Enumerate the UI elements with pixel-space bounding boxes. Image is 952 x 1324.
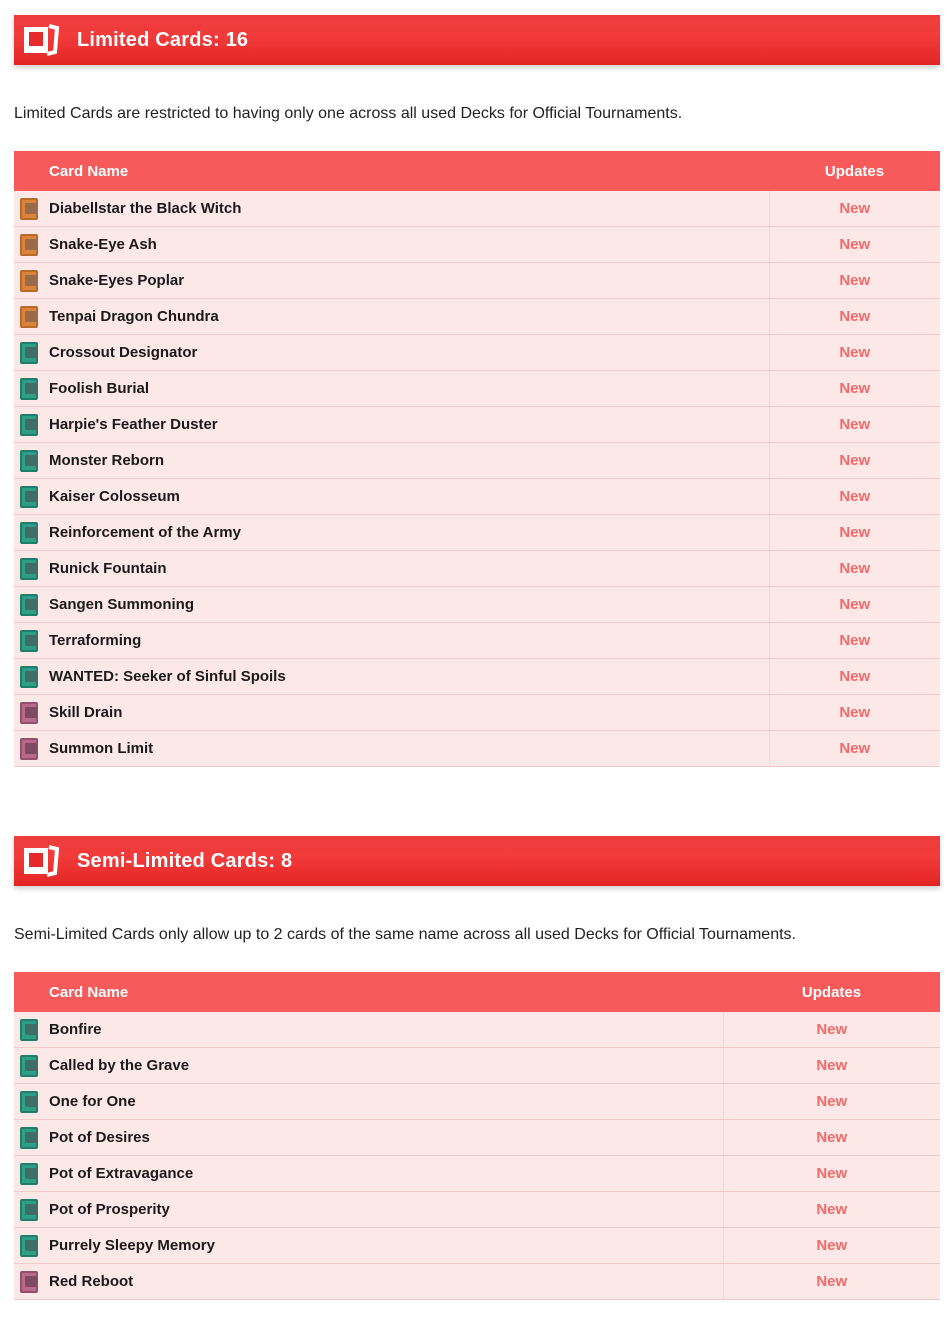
update-status: New — [769, 515, 940, 551]
table-row — [14, 551, 940, 587]
table-row — [14, 1228, 940, 1264]
spell-card-icon — [20, 1127, 38, 1149]
spell-card-icon — [20, 1055, 38, 1077]
card-name-link[interactable]: Skill Drain — [49, 704, 123, 721]
limited-table-body — [14, 191, 940, 767]
card-name-cell — [14, 263, 769, 299]
update-status: New — [723, 1120, 940, 1156]
table-row — [14, 443, 940, 479]
cards-icon — [22, 23, 60, 57]
card-name-link[interactable]: Kaiser Colosseum — [49, 488, 180, 505]
trap-card-icon — [20, 738, 38, 760]
card-name-cell — [14, 515, 769, 551]
trap-card-icon — [20, 1271, 38, 1293]
effect-monster-card-icon — [20, 198, 38, 220]
card-name-link[interactable]: Crossout Designator — [49, 344, 198, 361]
table-row — [14, 587, 940, 623]
limited-table — [14, 151, 940, 767]
semi-limited-table — [14, 972, 940, 1300]
card-name-cell — [14, 1084, 723, 1120]
semi-limited-title: Semi-Limited Cards: 8 — [77, 849, 293, 872]
card-name-cell — [14, 659, 769, 695]
card-name-link[interactable]: Red Reboot — [49, 1273, 134, 1290]
update-status: New — [769, 299, 940, 335]
card-name-link[interactable]: Bonfire — [49, 1021, 102, 1038]
limited-section — [14, 15, 940, 757]
spell-card-icon — [20, 558, 38, 580]
spell-card-icon — [20, 414, 38, 436]
card-name-header: Card Name — [14, 151, 769, 191]
spell-card-icon — [20, 486, 38, 508]
card-name-link[interactable]: Reinforcement of the Army — [49, 524, 241, 541]
card-name-cell — [14, 443, 769, 479]
card-name-link[interactable]: WANTED: Seeker of Sinful Spoils — [49, 668, 286, 685]
update-status: New — [769, 263, 940, 299]
update-status: New — [769, 695, 940, 731]
table-row — [14, 1264, 940, 1300]
card-name-cell — [14, 479, 769, 515]
table-row — [14, 695, 940, 731]
table-row — [14, 1156, 940, 1192]
semi-limited-section — [14, 836, 940, 1290]
card-name-cell — [14, 1228, 723, 1264]
update-status: New — [769, 191, 940, 227]
update-status: New — [723, 1156, 940, 1192]
update-status: New — [769, 335, 940, 371]
card-name-link[interactable]: Terraforming — [49, 632, 142, 649]
card-name-cell — [14, 1192, 723, 1228]
update-status: New — [769, 443, 940, 479]
spell-card-icon — [20, 630, 38, 652]
card-name-cell — [14, 1156, 723, 1192]
update-status: New — [769, 479, 940, 515]
effect-monster-card-icon — [20, 306, 38, 328]
card-name-link[interactable]: Diabellstar the Black Witch — [49, 200, 242, 217]
trap-card-icon — [20, 702, 38, 724]
card-name-cell — [14, 191, 769, 227]
table-row — [14, 263, 940, 299]
updates-header: Updates — [769, 151, 940, 191]
effect-monster-card-icon — [20, 270, 38, 292]
table-row — [14, 191, 940, 227]
card-name-cell — [14, 299, 769, 335]
card-name-link[interactable]: Foolish Burial — [49, 380, 150, 397]
card-name-cell — [14, 1012, 723, 1048]
spell-card-icon — [20, 378, 38, 400]
table-row — [14, 1192, 940, 1228]
spell-card-icon — [20, 1235, 38, 1257]
card-name-cell — [14, 1120, 723, 1156]
semi-limited-table-header — [14, 972, 940, 1012]
card-name-cell — [14, 551, 769, 587]
card-name-header: Card Name — [14, 972, 723, 1012]
table-row — [14, 623, 940, 659]
card-name-cell — [14, 407, 769, 443]
update-status: New — [769, 623, 940, 659]
card-name-cell — [14, 623, 769, 659]
table-row — [14, 515, 940, 551]
table-row — [14, 479, 940, 515]
card-name-cell — [14, 1048, 723, 1084]
card-name-link[interactable]: Summon Limit — [49, 740, 154, 757]
update-status: New — [723, 1048, 940, 1084]
spell-card-icon — [20, 522, 38, 544]
update-status: New — [769, 407, 940, 443]
card-name-link[interactable]: Called by the Grave — [49, 1057, 190, 1074]
update-status: New — [769, 551, 940, 587]
card-name-cell — [14, 587, 769, 623]
update-status: New — [723, 1264, 940, 1300]
card-name-link[interactable]: Pot of Extravagance — [49, 1165, 194, 1182]
table-row — [14, 731, 940, 767]
spell-card-icon — [20, 450, 38, 472]
table-row — [14, 227, 940, 263]
table-row — [14, 659, 940, 695]
spell-card-icon — [20, 594, 38, 616]
card-name-link[interactable]: Runick Fountain — [49, 560, 167, 577]
card-name-cell — [14, 335, 769, 371]
limited-banner — [14, 15, 940, 65]
card-name-cell — [14, 695, 769, 731]
table-row — [14, 1084, 940, 1120]
update-status: New — [723, 1084, 940, 1120]
updates-header: Updates — [723, 972, 940, 1012]
cards-icon — [22, 844, 60, 878]
spell-card-icon — [20, 1091, 38, 1113]
card-name-link[interactable]: Purrely Sleepy Memory — [49, 1237, 215, 1254]
table-row — [14, 1048, 940, 1084]
card-name-link[interactable]: Harpie's Feather Duster — [49, 416, 218, 433]
update-status: New — [769, 371, 940, 407]
spell-card-icon — [20, 1199, 38, 1221]
semi-limited-table-body — [14, 1012, 940, 1300]
update-status: New — [723, 1012, 940, 1048]
card-name-link[interactable]: Pot of Prosperity — [49, 1201, 170, 1218]
card-name-link[interactable]: One for One — [49, 1093, 136, 1110]
update-status: New — [769, 731, 940, 767]
semi-limited-banner — [14, 836, 940, 886]
card-name-link[interactable]: Snake-Eyes Poplar — [49, 272, 185, 289]
table-row — [14, 407, 940, 443]
card-name-cell — [14, 371, 769, 407]
table-row — [14, 1120, 940, 1156]
spell-card-icon — [20, 1163, 38, 1185]
table-row — [14, 335, 940, 371]
update-status: New — [723, 1192, 940, 1228]
table-row — [14, 371, 940, 407]
card-name-cell — [14, 1264, 723, 1300]
limited-description: Limited Cards are restricted to having only one across all used Decks for Official Tournaments. — [14, 105, 683, 122]
card-name-link[interactable]: Sangen Summoning — [49, 596, 195, 613]
spell-card-icon — [20, 666, 38, 688]
card-name-cell — [14, 227, 769, 263]
semi-limited-description: Semi-Limited Cards only allow up to 2 cards of the same name across all used Decks for Official Tournaments. — [14, 926, 796, 943]
update-status: New — [769, 227, 940, 263]
table-row — [14, 1012, 940, 1048]
limited-title: Limited Cards: 16 — [77, 28, 249, 51]
card-name-link[interactable]: Monster Reborn — [49, 452, 165, 469]
table-row — [14, 299, 940, 335]
limited-table-header — [14, 151, 940, 191]
card-name-link[interactable]: Pot of Desires — [49, 1129, 150, 1146]
update-status: New — [769, 659, 940, 695]
card-name-link[interactable]: Tenpai Dragon Chundra — [49, 308, 219, 325]
update-status: New — [769, 587, 940, 623]
effect-monster-card-icon — [20, 234, 38, 256]
spell-card-icon — [20, 1019, 38, 1041]
spell-card-icon — [20, 342, 38, 364]
card-name-cell — [14, 731, 769, 767]
update-status: New — [723, 1228, 940, 1264]
card-name-link[interactable]: Snake-Eye Ash — [49, 236, 157, 253]
